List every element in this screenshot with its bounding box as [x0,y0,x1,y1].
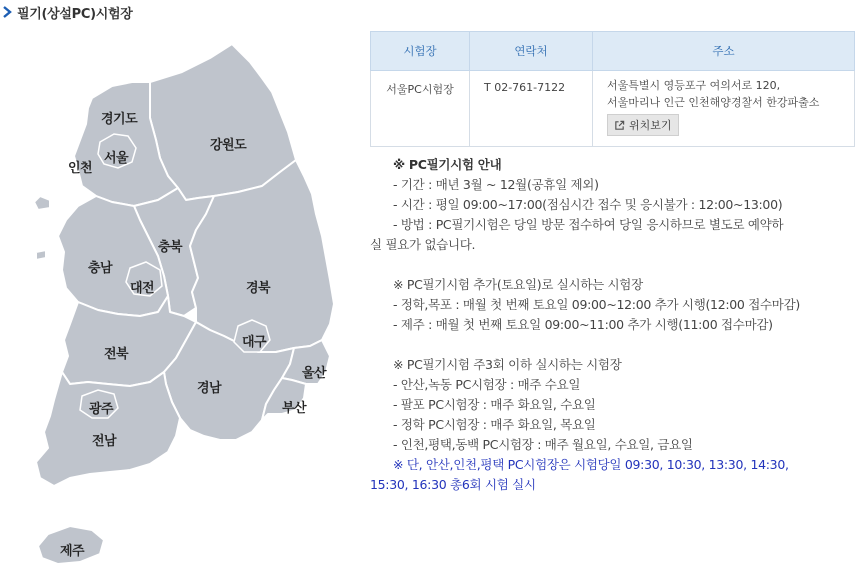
region-island-west2 [36,250,46,260]
label-busan: 부산 [282,401,307,416]
label-incheon: 인천 [68,161,93,176]
label-daegu: 대구 [242,335,267,350]
label-chungnam: 충남 [88,261,113,276]
notice-period: - 기간 : 매년 3월 ~ 12월(공휴일 제외) [393,177,599,192]
label-jeonnam: 전남 [92,434,117,449]
label-gyeongbuk: 경북 [246,281,271,296]
map-shape [0,0,360,579]
label-jeonbuk: 전북 [104,347,129,362]
notice-title: ※ PC필기시험 안내 [393,157,502,172]
notice-section [370,155,855,495]
label-ulsan: 울산 [302,366,327,381]
cell-contact: T 02-761-7122 [470,71,593,147]
page-title: 필기(상설PC)시험장 [17,6,133,22]
note-line-a: ※ 단, 안산,인천,평택 PC시험장은 시험당일 09:30, 10:30, 13:30, 14:30, [393,457,789,472]
label-gyeonggi: 경기도 [101,112,138,127]
col-header-address: 주소 [593,32,855,71]
weekly-item-2: - 팔포 PC시험장 : 매주 화요일, 수요일 [393,397,596,412]
label-chungbuk: 충북 [158,240,183,255]
cell-address [593,71,855,147]
address-line-2: 서울마리나 인근 인천해양경찰서 한강파출소 [607,96,820,109]
korea-map [0,0,360,579]
section-header [0,0,133,24]
location-button-label: 위치보기 [629,119,672,132]
weekly-title: ※ PC필기시험 주3회 이하 실시하는 시험장 [393,357,622,372]
saturday-item-2: - 제주 : 매월 첫 번째 토요일 09:00~11:00 추가 시행(11:00 접수마감) [393,317,773,332]
label-gangwon: 강원도 [210,138,247,153]
address-line-1: 서울특별시 영등포구 여의서로 120, [607,79,781,92]
external-link-icon [614,120,625,131]
exam-site-table [370,31,855,147]
notice-time: - 시간 : 평일 09:00~17:00(점심시간 접수 및 응시불가 : 12:00~13:00) [393,197,783,212]
label-gwangju: 광주 [89,402,114,417]
label-gyeongnam: 경남 [197,381,222,396]
table-row [371,71,855,147]
cell-site: 서울PC시험장 [371,71,470,147]
weekly-item-3: - 정학 PC시험장 : 매주 화요일, 목요일 [393,417,596,432]
label-jeju: 제주 [60,544,85,559]
saturday-item-1: - 정학,목포 : 매월 첫 번째 토요일 09:00~12:00 추가 시행(12:00 접수마감) [393,297,800,312]
region-island-west [34,196,50,210]
note-line-b: 15:30, 16:30 총6회 시험 실시 [370,477,536,492]
location-button[interactable] [607,114,679,136]
chevron-right-icon [1,5,13,19]
label-daejeon: 대전 [130,281,155,296]
notice-method-b: 실 필요가 없습니다. [370,237,476,252]
col-header-contact: 연락처 [470,32,593,71]
weekly-item-1: - 안산,녹동 PC시험장 : 매주 수요일 [393,377,581,392]
region-jeonnam [36,372,180,486]
label-seoul: 서울 [104,151,129,166]
table-header-row [371,32,855,71]
col-header-site: 시험장 [371,32,470,71]
saturday-title: ※ PC필기시험 추가(토요일)로 실시하는 시험장 [393,277,643,292]
notice-method-a: - 방법 : PC필기시험은 당일 방문 접수하여 당일 응시하므로 별도로 예약하 [393,217,784,232]
weekly-item-4: - 인천,평택,동백 PC시험장 : 매주 월요일, 수요일, 금요일 [393,437,693,452]
